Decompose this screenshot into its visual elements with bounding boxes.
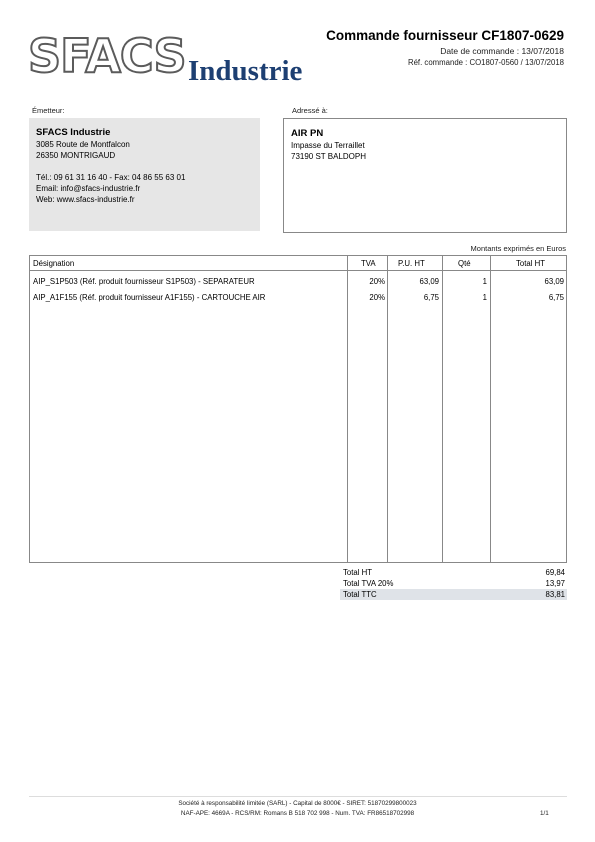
table-header-divider (30, 270, 566, 271)
row-total: 6,75 (548, 293, 564, 302)
row-quantity: 1 (482, 277, 487, 286)
row-tva: 20% (369, 277, 385, 286)
issuer-address-line2: 26350 MONTRIGAUD (36, 151, 116, 160)
issuer-phone: Tél.: 09 61 31 16 40 - Fax: 04 86 55 63 01 (36, 173, 186, 182)
row-total: 63,09 (544, 277, 564, 286)
column-divider (442, 256, 443, 562)
recipient-address-line2: 73190 ST BALDOPH (291, 152, 367, 161)
column-divider (347, 256, 348, 562)
column-divider (490, 256, 491, 562)
issuer-name: SFACS Industrie (36, 127, 111, 138)
totals-block (340, 567, 567, 600)
total-ht-value: 69,84 (545, 568, 565, 577)
row-designation: AIP_S1P503 (Réf. produit fournisseur S1P503) - SEPARATEUR (33, 277, 255, 286)
total-ht-label: Total HT (343, 568, 373, 577)
company-logo (28, 30, 318, 88)
logo-suffix-text: Industrie (188, 55, 303, 87)
column-divider (387, 256, 388, 562)
recipient-name: AIR PN (291, 128, 324, 139)
column-header-total: Total HT (516, 259, 546, 268)
row-tva: 20% (369, 293, 385, 302)
row-quantity: 1 (482, 293, 487, 302)
issuer-email: Email: info@sfacs-industrie.fr (36, 184, 141, 193)
issuer-address-line1: 3085 Route de Montfalcon (36, 140, 130, 149)
issuer-label: Émetteur: (32, 106, 65, 115)
currency-note: Montants exprimés en Euros (470, 244, 566, 253)
order-reference: Réf. commande : CO1807-0560 / 13/07/2018 (407, 58, 564, 67)
issuer-web: Web: www.sfacs-industrie.fr (36, 195, 135, 204)
column-header-designation: Désignation (33, 259, 75, 268)
recipient-label: Adressé à: (292, 106, 328, 115)
recipient-address-line1: Impasse du Terraillet (291, 141, 365, 150)
total-ttc-row (340, 589, 567, 600)
footer-legal-line1: Société à responsabilité limitée (SARL) - Capital de 8000€ - SIRET: 51870299800023 (178, 800, 417, 807)
total-ttc-label: Total TTC (343, 590, 377, 599)
order-date: Date de commande : 13/07/2018 (440, 46, 564, 56)
column-header-tva: TVA (361, 259, 376, 268)
row-designation: AIP_A1F155 (Réf. produit fournisseur A1F155) - CARTOUCHE AIR (33, 293, 266, 302)
total-ht-row (340, 567, 567, 578)
total-tva-row (340, 578, 567, 589)
row-unit-price: 6,75 (423, 293, 439, 302)
total-ttc-value: 83,81 (545, 590, 565, 599)
logo-brand-text: SFACS (28, 29, 186, 83)
document-title: Commande fournisseur CF1807-0629 (326, 28, 564, 43)
items-table (29, 255, 567, 563)
footer-legal-line2: NAF-APE: 4669A - RCS/RM: Romans B 518 702 998 - Num. TVA: FR86518702998 (180, 810, 415, 817)
recipient-box (283, 118, 567, 233)
page-number: 1/1 (540, 810, 549, 817)
total-tva-label: Total TVA 20% (343, 579, 394, 588)
footer-divider (29, 796, 567, 797)
column-header-unit-price: P.U. HT (398, 259, 425, 268)
total-tva-value: 13,97 (545, 579, 565, 588)
column-header-quantity: Qté (458, 259, 471, 268)
issuer-box (29, 118, 260, 231)
row-unit-price: 63,09 (419, 277, 439, 286)
